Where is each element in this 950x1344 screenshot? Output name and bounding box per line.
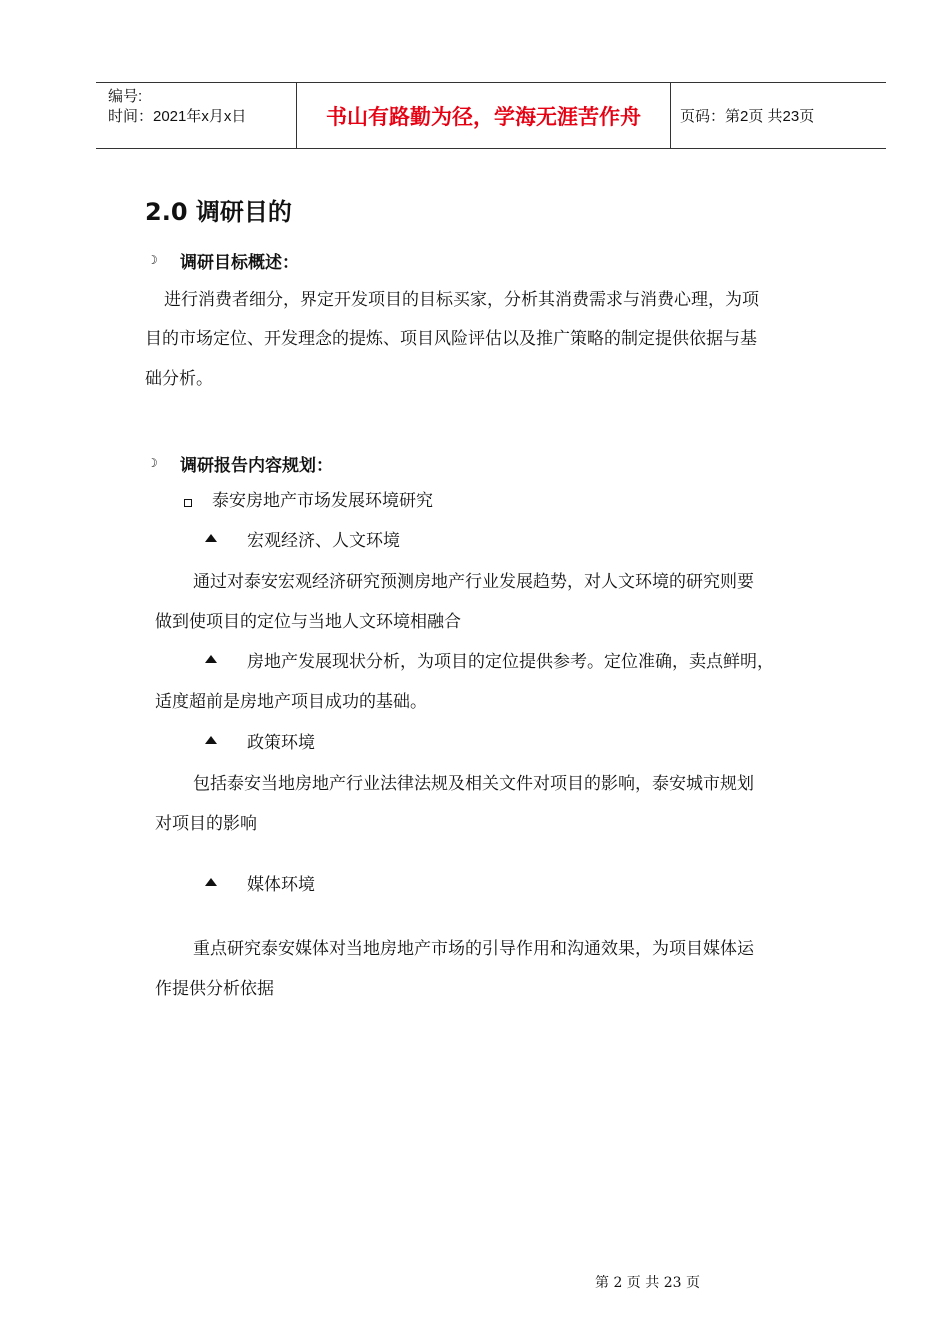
item-media-desc-2: 作提供分析依据: [155, 979, 274, 999]
sub-item: 泰安房地产市场发展环境研究: [212, 491, 433, 511]
item-macro-label: 宏观经济、人文环境: [247, 531, 400, 551]
section-title: 2.0 调研目的: [145, 198, 292, 226]
page-footer: 第 2 页 共 23 页: [595, 1275, 700, 1291]
goal-heading: 调研目标概述：: [180, 253, 299, 273]
triangle-bullet-icon: [205, 736, 217, 744]
item-status-line-1: 房地产发展现状分析，为项目的定位提供参考。定位准确，卖点鲜明，: [247, 652, 774, 672]
item-macro-desc-2: 做到使项目的定位与当地人文环境相融合: [155, 612, 461, 632]
moon-bullet-icon: ☽: [147, 253, 158, 267]
item-media-desc-1: 重点研究泰安媒体对当地房地产市场的引导作用和沟通效果，为项目媒体运: [193, 939, 754, 959]
triangle-bullet-icon: [205, 878, 217, 886]
goal-line-1: 进行消费者细分，界定开发项目的目标买家，分析其消费需求与消费心理，为项: [164, 290, 759, 310]
header-page-code: 页码：第2页 共23页: [680, 108, 815, 125]
item-media-label: 媒体环境: [247, 875, 315, 895]
goal-line-2: 目的市场定位、开发理念的提炼、项目风险评估以及推广策略的制定提供依据与基: [145, 329, 757, 349]
page-header: [96, 82, 886, 149]
item-policy-label: 政策环境: [247, 733, 315, 753]
square-bullet-icon: [184, 499, 192, 507]
item-status-line-2: 适度超前是房地产项目成功的基础。: [155, 692, 427, 712]
time-label: 时间：2021年x月x日: [108, 108, 247, 125]
triangle-bullet-icon: [205, 534, 217, 542]
plan-heading: 调研报告内容规划：: [180, 456, 333, 476]
header-motto: 书山有路勤为径，学海无涯苦作舟: [297, 83, 671, 148]
header-meta: [96, 83, 297, 148]
item-policy-desc-1: 包括泰安当地房地产行业法律法规及相关文件对项目的影响，泰安城市规划: [193, 774, 754, 794]
triangle-bullet-icon: [205, 655, 217, 663]
item-policy-desc-2: 对项目的影响: [155, 814, 257, 834]
item-macro-desc-1: 通过对泰安宏观经济研究预测房地产行业发展趋势，对人文环境的研究则要: [193, 572, 754, 592]
moon-bullet-icon: ☽: [147, 456, 158, 470]
goal-line-3: 础分析。: [145, 369, 213, 389]
number-label: 编号:: [108, 88, 143, 105]
